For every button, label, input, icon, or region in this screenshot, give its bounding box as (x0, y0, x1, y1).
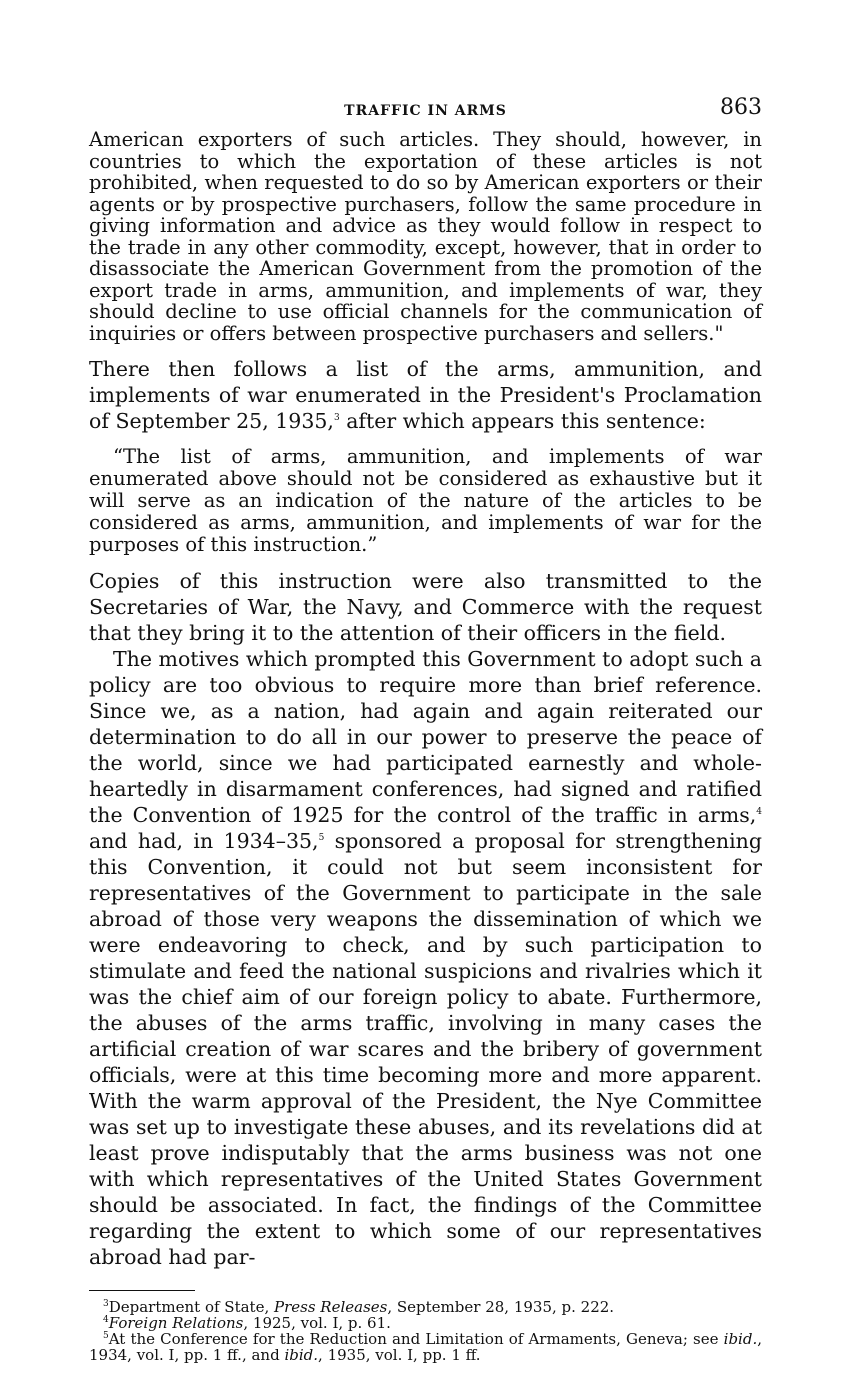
footnote-text: , 1935, vol. I, pp. 1 ff. (318, 1346, 481, 1364)
block-quote (89, 446, 762, 556)
footnote-text: , 1925, vol. I, p. 61. (243, 1314, 391, 1332)
footnote-text: , 1934, vol. I, pp. 1 ff., and (89, 1330, 762, 1364)
footnote-text: , September 28, 1935, p. 222. (387, 1298, 615, 1316)
footnote-divider (89, 1290, 195, 1291)
footnote-italic: ibid. (284, 1346, 319, 1364)
footnote-italic: Press Releases (273, 1298, 388, 1316)
footnote-5 (89, 1331, 762, 1363)
page-number: 863 (720, 95, 762, 120)
footnote-ref: 5 (318, 833, 325, 844)
footnote-text: Department of State, (108, 1298, 274, 1316)
paragraph-text: sponsored a proposal for strengthening this Convention, it could not but seem inconsistent for representatives of the Government to participate in the sale abroad of those very weapons the dissemination of which we were endeavoring to check, and by such participation to stimulate and feed the national suspicions and rivalries which it was the chief aim of our foreign policy to abate. Furthermore, the abuses of the arms traffic, involving in many cases the artificial creation of war scares and the bribery of government officials, were at this time becoming more and more apparent. With the warm approval of the President, the Nye Committee was set up to investigate these abuses, and its revelations did at least prove indisputably that the arms business was not one with which representatives of the United States Government should be associated. In fact, the findings of the Committee regarding the extent to which some of our representatives abroad had par- (89, 829, 762, 1269)
paragraph-text: The motives which prompted this Government to adopt such a policy are too obvious to require more than brief reference. Since we, as a nation, had again and again reiterated our determination to do all in our power to preserve the peace of the world, since we had participated earnestly and whole-heartedly in disarmament conferences, had signed and ratified the Convention of 1925 for the control of the traffic in arms, (89, 647, 762, 827)
document-page (89, 95, 762, 1363)
footnote-italic: Foreign Relations (108, 1314, 244, 1332)
footnote-3 (89, 1299, 762, 1315)
footnote-text: At the Conference for the Reduction and Limitation of Armaments, Geneva; see (108, 1330, 724, 1348)
paragraph-list-intro (89, 356, 762, 434)
paragraph-text: and had, in 1934–35, (89, 829, 319, 853)
paragraph-motives (89, 646, 762, 1270)
footnote-4 (89, 1315, 762, 1331)
footnote-italic: ibid. (723, 1330, 758, 1348)
page-header (89, 95, 762, 129)
block-quote-text: “The list of arms, ammunition, and implements of war enumerated above should not be considered as exhaustive but it will serve as an indication of the nature of the articles to be considered as arms, ammunition, and implements of war for the purposes of this instruction.” (89, 445, 762, 556)
footnotes (89, 1299, 762, 1363)
footnote-number: 3 (103, 1299, 109, 1309)
paragraph-copies: Copies of this instruction were also transmitted to the Secretaries of War, the Navy, and Commerce with the request that they bring it to the attention of their officers in the field. (89, 569, 762, 645)
footnote-ref: 3 (333, 413, 340, 424)
paragraph-text: There then follows a list of the arms, ammunition, and implements of war enumerated in the President's Proclamation of September 25, 1935, (89, 357, 762, 433)
footnote-number: 5 (103, 1331, 109, 1341)
quote-continuation: American exporters of such articles. They should, however, in countries to which the exportation of these articles is not prohibited, when requested to do so by American exporters or their agents or by prospective purchasers, follow the same procedure in giving information and advice as they would follow in respect to the trade in any other commodity, except, however, that in order to disassociate the American Government from the promotion of the export trade in arms, ammunition, and implements of war, they should decline to use official channels for the communication of inquiries or offers between prospective purchasers and sellers." (89, 128, 762, 345)
footnote-number: 4 (103, 1315, 109, 1325)
footnote-ref: 4 (756, 807, 762, 818)
running-title: TRAFFIC IN ARMS (344, 103, 507, 119)
paragraph-text: after which appears this sentence: (339, 409, 706, 433)
